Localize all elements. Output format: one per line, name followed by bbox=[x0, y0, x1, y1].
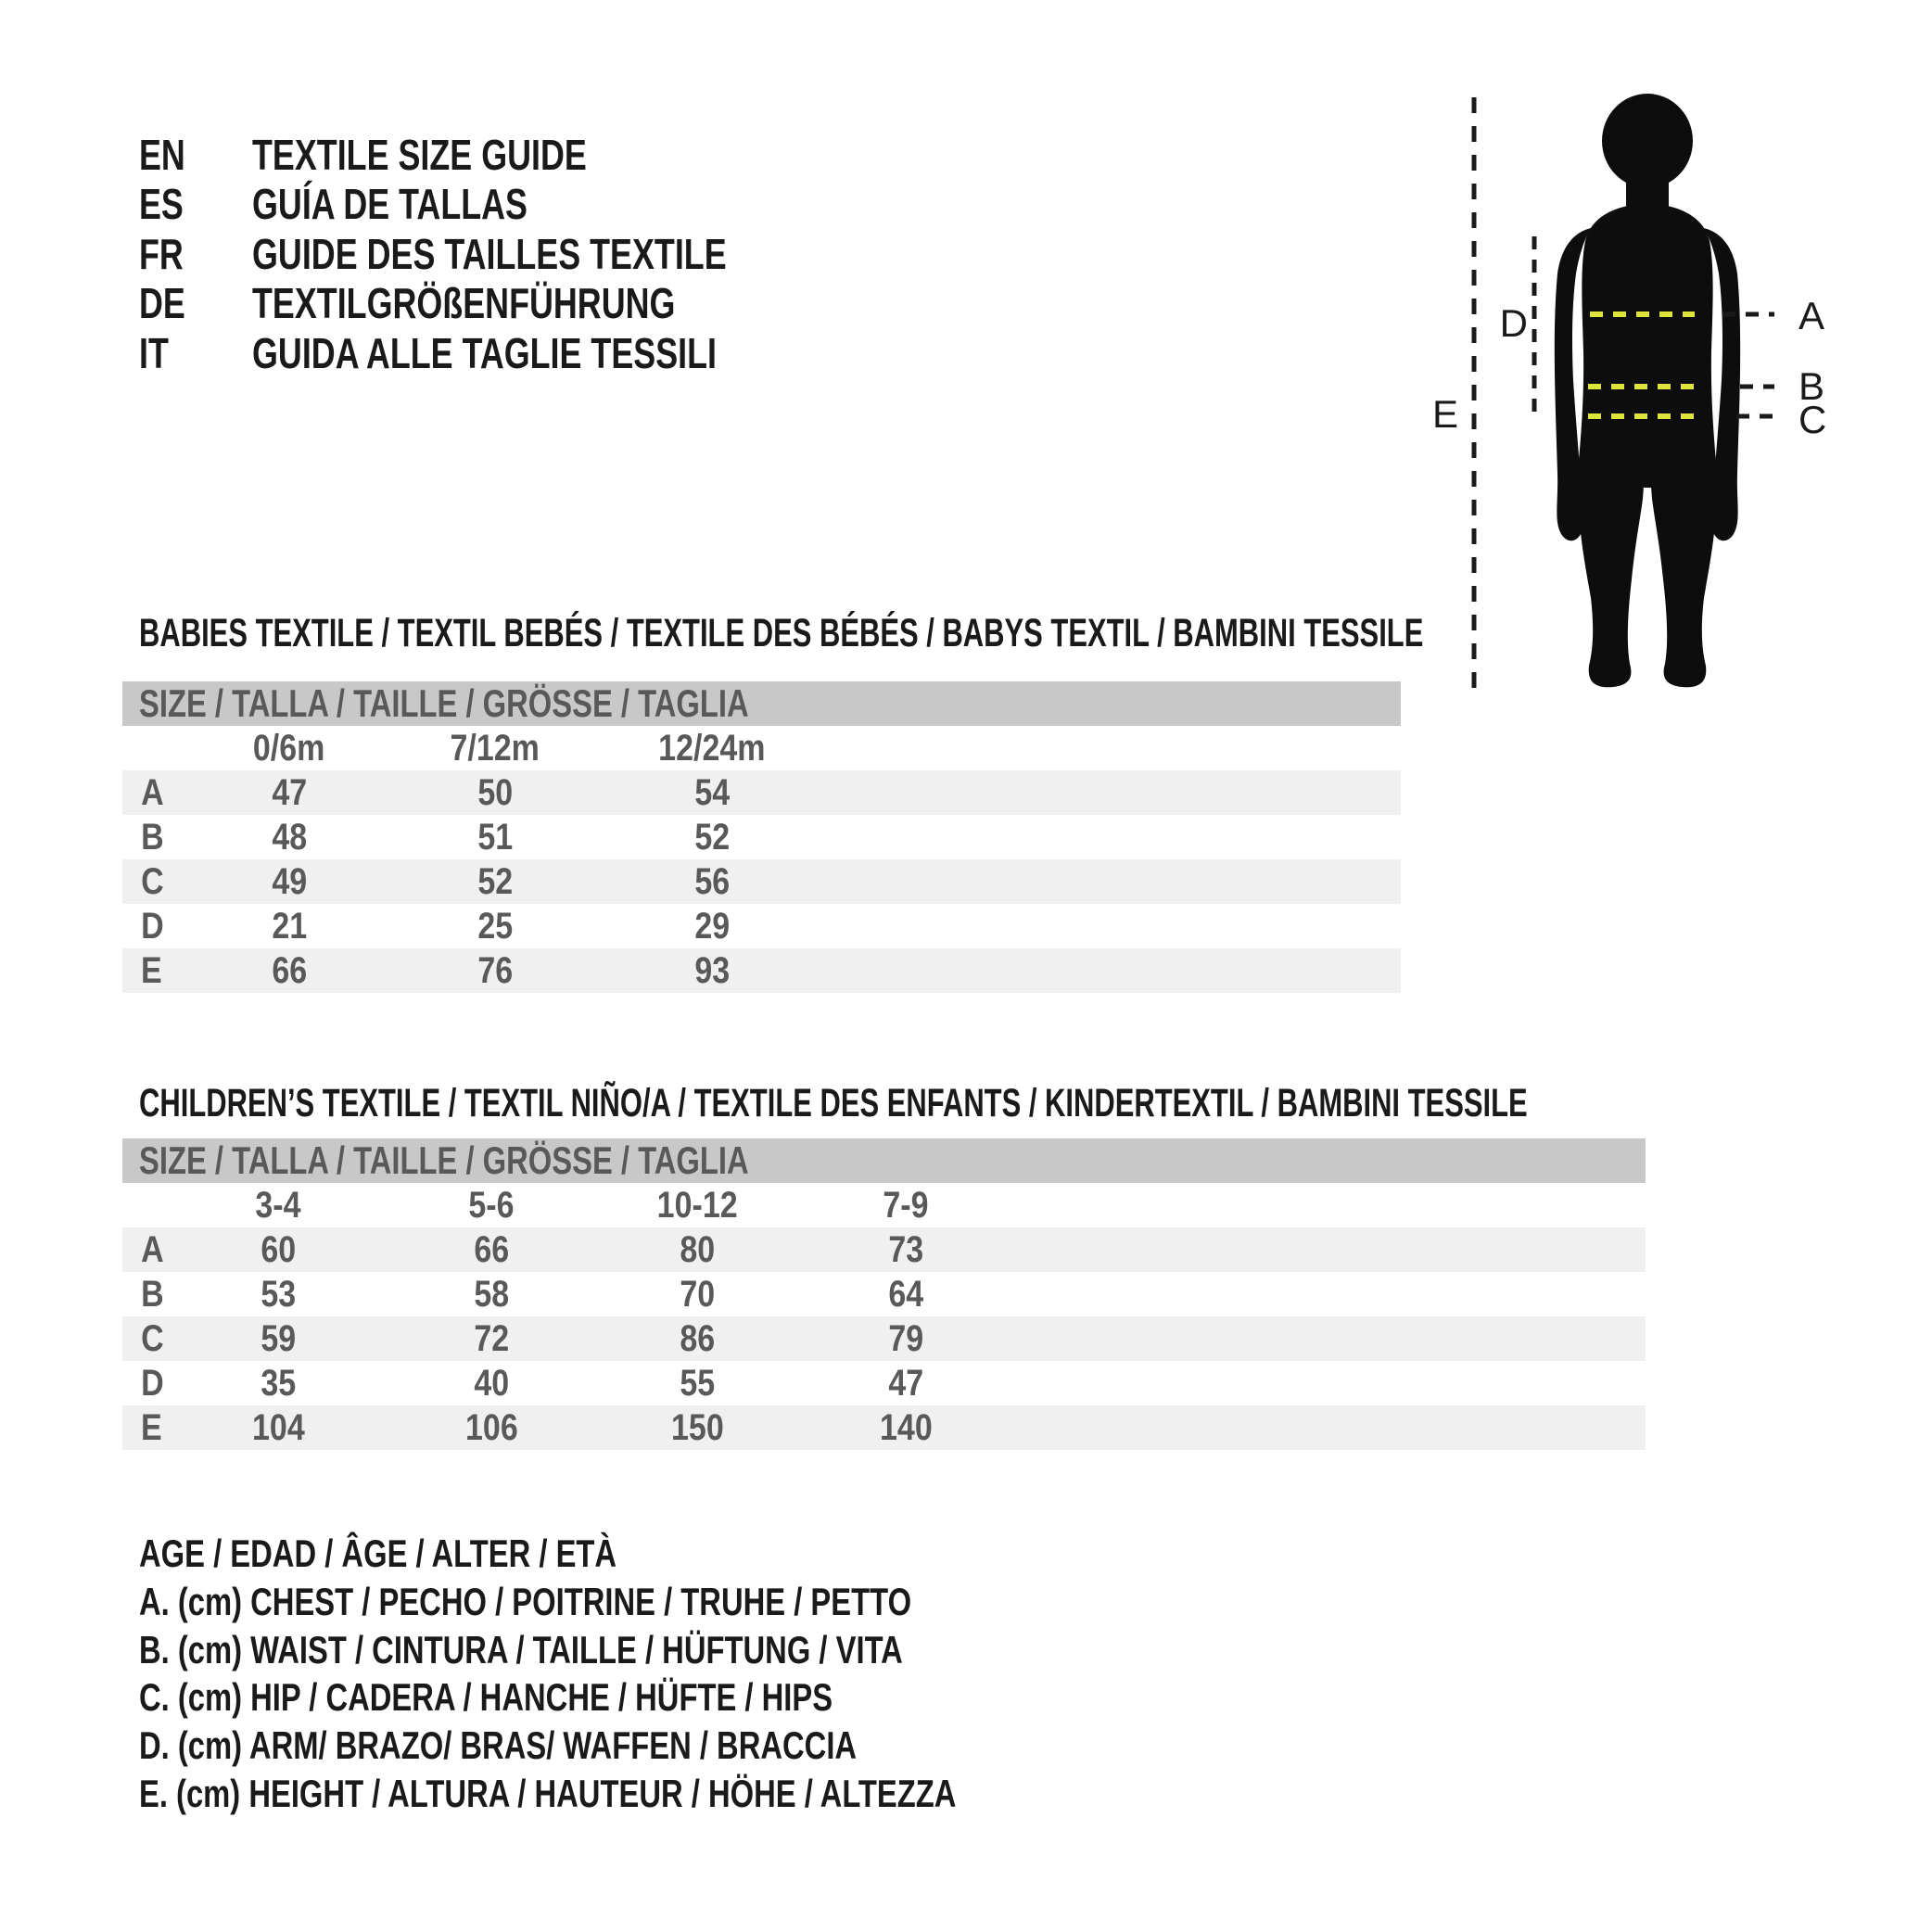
children-cell: 40 bbox=[474, 1363, 509, 1404]
children-cell: 80 bbox=[680, 1229, 715, 1270]
babies-size-header: SIZE / TALLA / TAILLE / GRÖSSE / TAGLIA bbox=[139, 681, 749, 725]
children-cell: 73 bbox=[888, 1229, 923, 1270]
silhouette-right-leg bbox=[1651, 487, 1717, 687]
children-cell: 79 bbox=[888, 1318, 923, 1359]
babies-column-header: 12/24m bbox=[658, 728, 766, 769]
language-title: GUIDA ALLE TAGLIE TESSILI bbox=[252, 329, 717, 377]
babies-cell: 56 bbox=[694, 861, 730, 902]
figure-label-c: C bbox=[1799, 398, 1827, 441]
legend-arm-line: D. (cm) ARM/ BRAZO/ BRAS/ WAFFEN / BRACCIA bbox=[139, 1723, 858, 1767]
babies-row-label: C bbox=[141, 861, 164, 902]
babies-cell: 54 bbox=[694, 772, 730, 813]
child-silhouette bbox=[1555, 94, 1740, 687]
babies-cell: 49 bbox=[272, 861, 307, 902]
figure-label-a: A bbox=[1799, 294, 1825, 337]
children-section-title: CHILDREN’S TEXTILE / TEXTIL NIÑO/A / TEXTILE DES ENFANTS / KINDERTEXTIL / BAMBINI TESSILE bbox=[139, 1081, 1528, 1125]
figure-label-b: B bbox=[1799, 364, 1825, 408]
babies-cell: 52 bbox=[694, 817, 730, 858]
children-cell: 66 bbox=[474, 1229, 509, 1270]
figure-label-e: E bbox=[1432, 392, 1459, 436]
language-row-de bbox=[0, 280, 834, 326]
legend-hip-line: C. (cm) HIP / CADERA / HANCHE / HÜFTE / HIPS bbox=[139, 1675, 833, 1719]
language-code: FR bbox=[139, 230, 184, 278]
babies-cell: 76 bbox=[477, 950, 513, 991]
children-cell: 72 bbox=[474, 1318, 509, 1359]
children-row-label: E bbox=[141, 1407, 162, 1448]
language-code: DE bbox=[139, 279, 185, 327]
language-row-it bbox=[0, 330, 834, 376]
legend-age-line: AGE / EDAD / ÂGE / ALTER / ETÀ bbox=[139, 1532, 617, 1575]
language-title: GUÍA DE TALLAS bbox=[252, 180, 527, 228]
children-cell: 86 bbox=[680, 1318, 715, 1359]
children-row-label: A bbox=[141, 1229, 164, 1270]
silhouette-left-leg bbox=[1578, 487, 1644, 687]
language-row-es bbox=[0, 181, 834, 227]
babies-cell: 51 bbox=[477, 817, 513, 858]
children-row-label: D bbox=[141, 1363, 164, 1404]
language-code: ES bbox=[139, 180, 184, 228]
language-title: TEXTILGRÖßENFÜHRUNG bbox=[252, 279, 676, 327]
children-cell: 58 bbox=[474, 1274, 509, 1315]
language-row-en bbox=[0, 132, 834, 178]
children-cell: 53 bbox=[261, 1274, 296, 1315]
babies-row-label: E bbox=[141, 950, 162, 991]
babies-cell: 52 bbox=[477, 861, 513, 902]
children-column-header: 5-6 bbox=[468, 1185, 515, 1226]
babies-cell: 50 bbox=[477, 772, 513, 813]
children-cell: 140 bbox=[879, 1407, 933, 1448]
language-code: IT bbox=[139, 329, 169, 377]
babies-cell: 21 bbox=[272, 906, 307, 947]
legend-chest-line: A. (cm) CHEST / PECHO / POITRINE / TRUHE / PETTO bbox=[139, 1580, 912, 1623]
children-cell: 47 bbox=[888, 1363, 923, 1404]
children-row-label: C bbox=[141, 1318, 164, 1359]
children-cell: 64 bbox=[888, 1274, 923, 1315]
babies-cell: 93 bbox=[694, 950, 730, 991]
babies-row-label: A bbox=[141, 772, 164, 813]
legend-height-line: E. (cm) HEIGHT / ALTURA / HAUTEUR / HÖHE / ALTEZZA bbox=[139, 1772, 957, 1815]
children-column-header: 7-9 bbox=[883, 1185, 929, 1226]
children-cell: 104 bbox=[251, 1407, 305, 1448]
language-title: GUIDE DES TAILLES TEXTILE bbox=[252, 230, 727, 278]
babies-cell: 47 bbox=[272, 772, 307, 813]
babies-column-header: 0/6m bbox=[253, 728, 325, 769]
babies-column-header: 7/12m bbox=[450, 728, 540, 769]
children-cell: 106 bbox=[464, 1407, 518, 1448]
children-column-header: 10-12 bbox=[656, 1185, 738, 1226]
babies-row-label: B bbox=[141, 817, 164, 858]
children-cell: 59 bbox=[261, 1318, 296, 1359]
legend-waist-line: B. (cm) WAIST / CINTURA / TAILLE / HÜFTUNG / VITA bbox=[139, 1628, 903, 1671]
babies-cell: 25 bbox=[477, 906, 513, 947]
babies-cell: 48 bbox=[272, 817, 307, 858]
language-row-fr bbox=[0, 231, 834, 277]
children-size-header: SIZE / TALLA / TAILLE / GRÖSSE / TAGLIA bbox=[139, 1138, 749, 1182]
children-cell: 60 bbox=[261, 1229, 296, 1270]
babies-cell: 66 bbox=[272, 950, 307, 991]
children-cell: 150 bbox=[670, 1407, 724, 1448]
babies-row-label: D bbox=[141, 906, 164, 947]
figure-label-d: D bbox=[1499, 301, 1528, 345]
children-cell: 35 bbox=[261, 1363, 296, 1404]
children-cell: 55 bbox=[680, 1363, 715, 1404]
children-row-label: B bbox=[141, 1274, 164, 1315]
babies-cell: 29 bbox=[694, 906, 730, 947]
babies-section-title: BABIES TEXTILE / TEXTIL BEBÉS / TEXTILE DES BÉBÉS / BABYS TEXTIL / BAMBINI TESSILE bbox=[139, 611, 1424, 655]
children-column-header: 3-4 bbox=[255, 1185, 301, 1226]
silhouette-torso bbox=[1576, 204, 1719, 488]
children-cell: 70 bbox=[680, 1274, 715, 1315]
language-title: TEXTILE SIZE GUIDE bbox=[252, 131, 587, 179]
language-code: EN bbox=[139, 131, 185, 179]
